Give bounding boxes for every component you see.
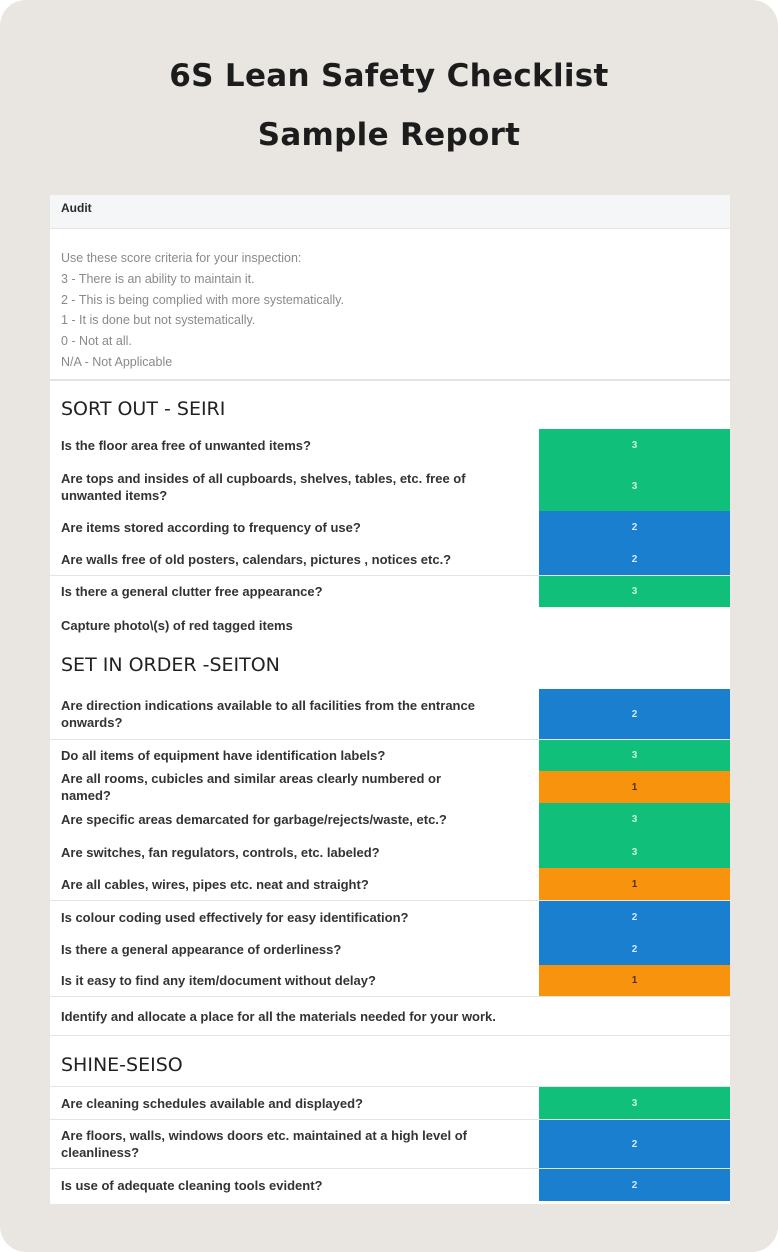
score-value: 1 bbox=[631, 975, 638, 986]
score-value: 3 bbox=[631, 846, 638, 858]
score-value: 1 bbox=[631, 878, 638, 890]
question-text: Are all rooms, cubicles and similar areas clearly numbered or named? bbox=[61, 771, 442, 803]
question-text: Capture photo\(s) of red tagged items bbox=[61, 617, 293, 633]
checklist-row bbox=[50, 996, 730, 1036]
score-cell[interactable] bbox=[539, 933, 730, 965]
checklist-row bbox=[50, 1086, 730, 1119]
score-cell[interactable] bbox=[539, 965, 730, 996]
score-value: 2 bbox=[631, 911, 638, 923]
score-cell[interactable] bbox=[539, 836, 730, 868]
score-cell[interactable] bbox=[539, 901, 730, 933]
section-title-sort: SORT OUT - SEIRI bbox=[61, 398, 226, 420]
report-title: 6S Lean Safety Checklist bbox=[169, 58, 609, 94]
checklist-row bbox=[50, 575, 730, 607]
checklist-row bbox=[50, 900, 730, 933]
checklist-row bbox=[50, 771, 730, 803]
question-text: Are walls free of old posters, calendars, pictures , notices etc.? bbox=[61, 551, 452, 567]
question-text: Identify and allocate a place for all the materials needed for your work. bbox=[61, 1008, 496, 1024]
score-value: 2 bbox=[631, 1138, 638, 1150]
question-text: Are cleaning schedules available and displayed? bbox=[61, 1095, 364, 1111]
score-value: 3 bbox=[631, 481, 638, 492]
checklist-row bbox=[50, 836, 730, 868]
question-text: Are direction indications available to all facilities from the entrance onwards? bbox=[61, 698, 475, 730]
checklist-row bbox=[50, 689, 730, 739]
question-text: Are floors, walls, windows doors etc. maintained at a high level of cleanliness? bbox=[61, 1128, 467, 1160]
score-value: 2 bbox=[631, 1179, 638, 1191]
question-text: Is use of adequate cleaning tools evident? bbox=[61, 1177, 323, 1193]
score-cell[interactable] bbox=[539, 803, 730, 836]
section-title-shine: SHINE-SEISO bbox=[61, 1054, 183, 1076]
checklist-row bbox=[50, 739, 730, 771]
checklist-row bbox=[50, 511, 730, 543]
question-text: Is colour coding used effectively for easy identification? bbox=[61, 909, 409, 925]
checklist-row bbox=[50, 933, 730, 965]
score-cell[interactable] bbox=[539, 868, 730, 900]
score-cell[interactable] bbox=[539, 511, 730, 543]
criteria-line: 3 - There is an ability to maintain it. bbox=[61, 271, 255, 286]
score-cell[interactable] bbox=[539, 1120, 730, 1168]
score-cell[interactable] bbox=[539, 576, 730, 607]
score-cell[interactable] bbox=[539, 1169, 730, 1201]
checklist-row bbox=[50, 1168, 730, 1201]
question-text: Do all items of equipment have identification labels? bbox=[61, 748, 386, 763]
question-text: Are items stored according to frequency of use? bbox=[61, 519, 361, 535]
checklist-row bbox=[50, 429, 730, 462]
score-value: 3 bbox=[631, 1097, 638, 1109]
score-cell[interactable] bbox=[539, 1087, 730, 1119]
report-subtitle: Sample Report bbox=[257, 117, 521, 153]
score-cell[interactable] bbox=[539, 429, 730, 462]
checklist-row bbox=[50, 803, 730, 836]
score-value: 3 bbox=[631, 586, 638, 597]
section-title-order: SET IN ORDER -SEITON bbox=[61, 654, 280, 676]
checklist-sheet bbox=[50, 195, 730, 1204]
score-value: 3 bbox=[631, 750, 638, 761]
criteria-intro: Use these score criteria for your inspection: bbox=[61, 251, 302, 265]
criteria-line: 2 - This is being complied with more systematically. bbox=[61, 292, 344, 307]
score-value: 3 bbox=[631, 814, 638, 825]
score-value: 2 bbox=[631, 708, 638, 720]
checklist-row bbox=[50, 868, 730, 900]
score-value: 2 bbox=[631, 943, 638, 955]
score-value: 3 bbox=[631, 440, 638, 451]
audit-heading: Audit bbox=[50, 195, 730, 229]
checklist-row bbox=[50, 965, 730, 996]
checklist-row bbox=[50, 607, 730, 643]
question-text: Is it easy to find any item/document without delay? bbox=[61, 973, 376, 988]
question-text: Is there a general clutter free appearance? bbox=[61, 584, 323, 599]
criteria-line: 0 - Not at all. bbox=[61, 334, 132, 349]
score-criteria bbox=[50, 229, 730, 381]
score-cell[interactable] bbox=[539, 771, 730, 803]
question-text: Are all cables, wires, pipes etc. neat and straight? bbox=[61, 876, 369, 892]
score-cell[interactable] bbox=[539, 543, 730, 575]
checklist-row bbox=[50, 543, 730, 575]
question-text: Is there a general appearance of orderliness? bbox=[61, 941, 342, 957]
score-cell[interactable] bbox=[539, 740, 730, 771]
question-text: Are specific areas demarcated for garbage/rejects/waste, etc.? bbox=[61, 812, 447, 827]
checklist-row bbox=[50, 462, 730, 511]
question-text: Are tops and insides of all cupboards, shelves, tables, etc. free of unwanted items? bbox=[61, 470, 466, 503]
score-cell[interactable] bbox=[539, 462, 730, 511]
checklist-row bbox=[50, 1119, 730, 1168]
score-value: 1 bbox=[631, 781, 638, 793]
score-value: 2 bbox=[631, 553, 638, 565]
criteria-line: 1 - It is done but not systematically. bbox=[61, 313, 256, 328]
question-text: Are switches, fan regulators, controls, etc. labeled? bbox=[61, 844, 380, 860]
criteria-line: N/A - Not Applicable bbox=[61, 354, 173, 369]
question-text: Is the floor area free of unwanted items? bbox=[61, 438, 311, 453]
score-cell[interactable] bbox=[539, 689, 730, 739]
score-value: 2 bbox=[631, 521, 638, 533]
